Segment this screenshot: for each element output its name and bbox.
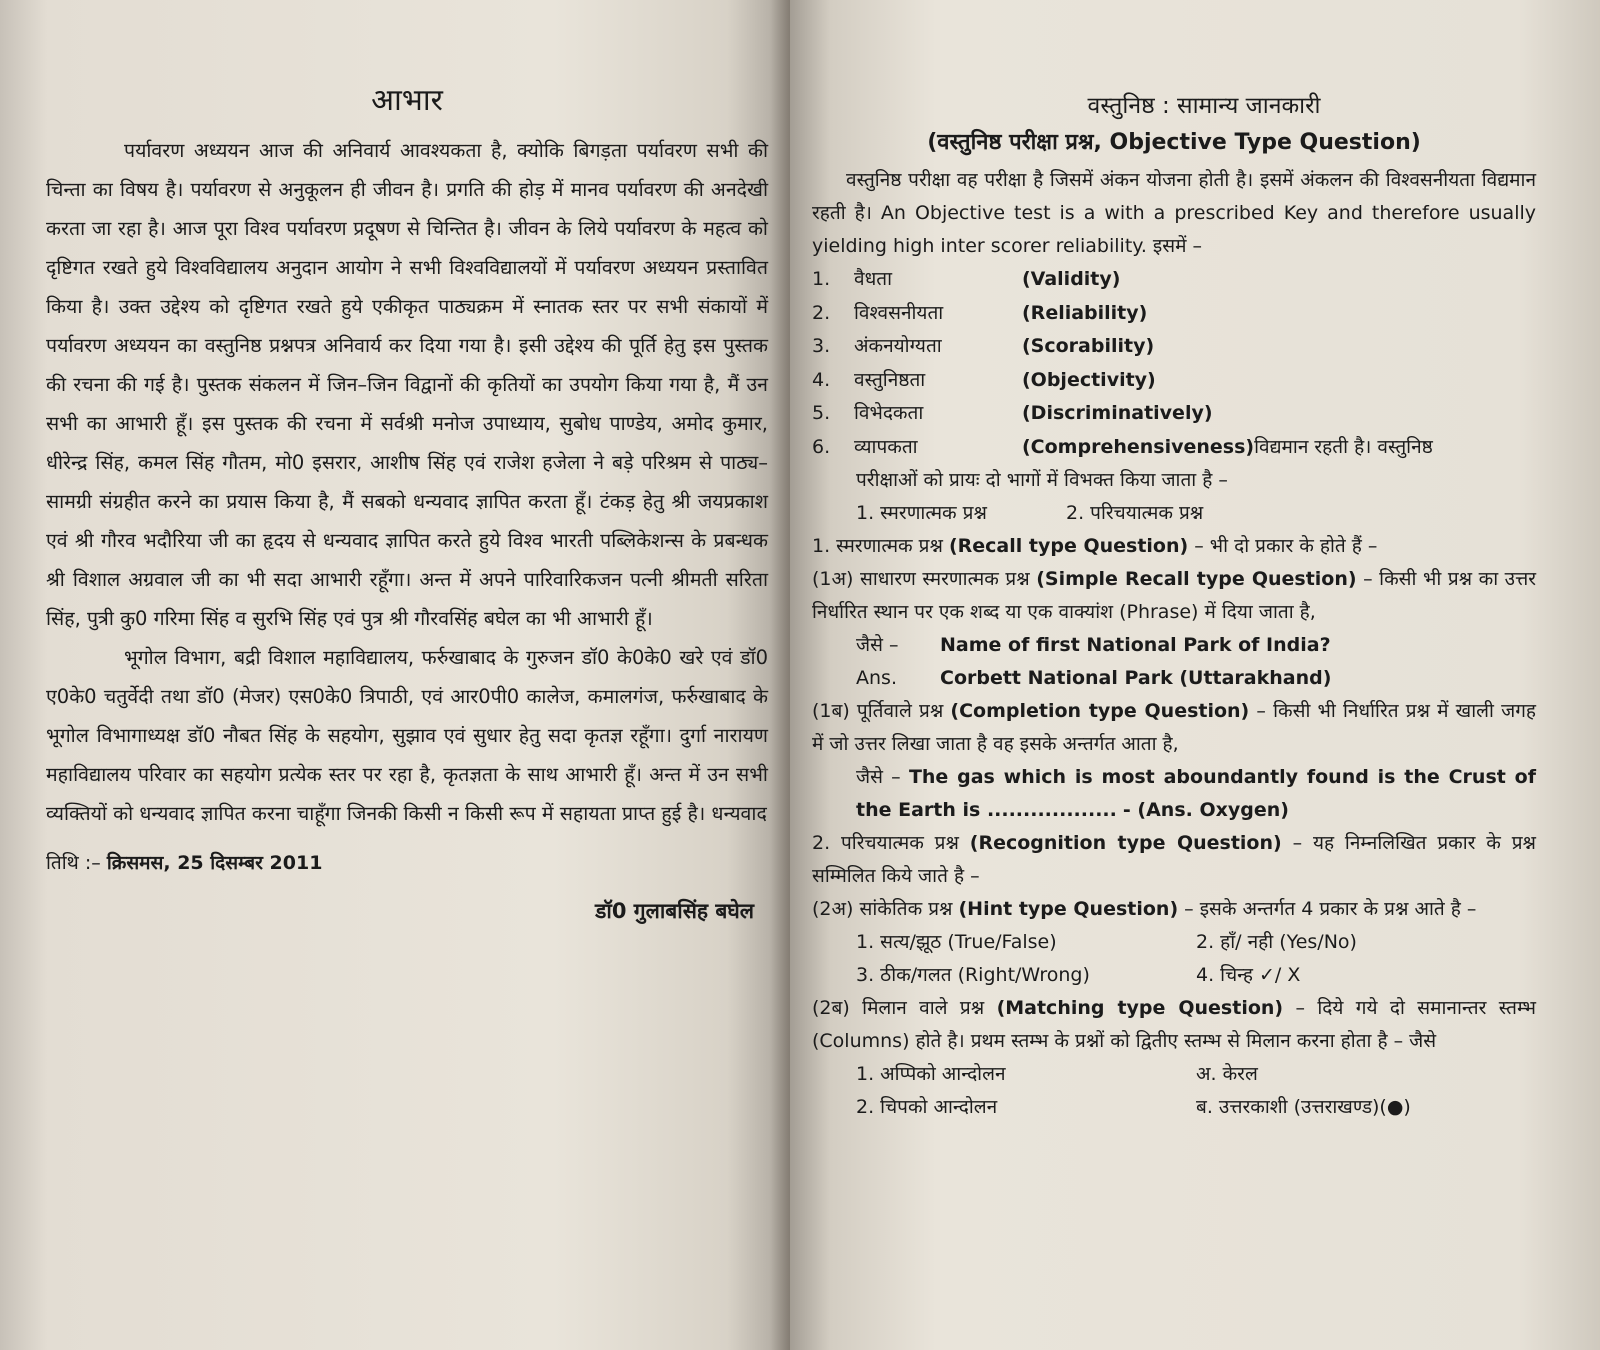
intro-paragraph: वस्तुनिष्ठ परीक्षा वह परीक्षा है जिसमें अंकन योजना होती है। इसमें अंकलन की विश्वसनीयता विद्यमान रहती है। An Objective test is a with a prescribed Key and therefore usually yielding high inter scorer reliability. इसमें – [812,169,1536,257]
match-row-1 [812,1058,1536,1091]
hint-options-2 [812,959,1536,992]
type-recall: 1. स्मरणात्मक प्रश्न [856,502,987,524]
simple-recall-text: (1अ) साधारण स्मरणात्मक प्रश्न (Simple Recall type Question) – किसी भी प्रश्न का उत्तर निर्धारित स्थान पर एक शब्द या एक वाक्यांश (Phrase) में दिया जाता है, [812,568,1536,623]
recall-heading: 1. स्मरणात्मक प्रश्न (Recall type Question) – भी दो प्रकार के होते हैं – [812,535,1378,557]
question-types [812,497,1536,530]
section-subtitle: (वस्तुनिष्ठ परीक्षा प्रश्न, Objective Type Question) [927,130,1421,155]
list-item: अ. केरल [1196,1063,1258,1085]
list-item: 4. चिन्ह ✓/ X [1196,964,1301,986]
example-1: जैसे – Name of first National Park of India? [856,634,1331,656]
answer-1: Ans. Corbett National Park (Uttarakhand) [856,667,1332,689]
list-item: 6. व्यापकता (Comprehensiveness) विद्यमान रहती है। वस्तुनिष्ठ [812,435,1433,458]
right-page [790,0,1600,1350]
left-page [0,0,790,1350]
date-label: तिथि :– [46,852,101,874]
hint-options [812,926,1536,959]
signature: डॉ0 गुलाबसिंह बघेल [595,899,754,923]
section-title: वस्तुनिष्ठ : सामान्य जानकारी [1087,93,1321,119]
acknowledgement-paragraph-1: पर्यावरण अध्ययन आज की अनिवार्य आवश्यकता है, क्योकि बिगड़ता पर्यावरण सभी की चिन्ता का विषय है। पर्यावरण से अनुकूलन ही जीवन है। प्रगति की होड़ में मानव पर्यावरण की अनदेखी करता जा रहा है। आज पूरा विश्व पर्यावरण प्रदूषण से चिन्तित है। जीवन के लिये पर्यावरण के महत्व को दृष्टिगत रखते हुये विश्वविद्यालय अनुदान आयोग ने सभी विश्वविद्यालयों में पर्यावरण अध्ययन प्रस्तावित किया है। उक्त उद्देश्य को दृष्टिगत रखते हुये एकीकृत पाठ्यक्रम में स्नातक स्तर पर सभी संकायों में पर्यावरण अध्ययन का वस्तुनिष्ठ प्रश्नपत्र अनिवार्य कर दिया गया है। इसी उद्देश्य की पूर्ति हेतु इस पुस्तक की रचना की गई है। पुस्तक संकलन में जिन–जिन विद्वानों की कृतियों का उपयोग किया गया है, मैं उन सभी का आभारी हूँ। इस पुस्तक की रचना में सर्वश्री मनोज उपाध्याय, सुबोध पाण्डेय, अमोद कुमार, धीरेन्द्र सिंह, कमल सिंह गौतम, मो0 इसरार, आशीष सिंह एवं राजेश हजेला ने बड़े परिश्रम से पाठ्य–सामग्री संग्रहीत करने का प्रयास किया है, मैं सबको धन्यवाद ज्ञापित करता हूँ। टंकड़ हेतु श्री जयप्रकाश एवं श्री गौरव भदौरिया जी का हृदय से धन्यवाद ज्ञापित करते हुये विश्व भारती पब्लिकेशन्स के प्रबन्धक श्री विशाल अग्रवाल जी का भी सदा आभारी रहूँगा। अन्त में अपने पारिवारिकजन पत्नी श्रीमती सरिता सिंह, पुत्री कु0 गरिमा सिंह व सुरभि सिंह एवं पुत्र श्री गौरवसिंह बघेल का भी आभारी हूँ। [46,139,768,630]
qualities-list [812,263,1536,464]
list-item: 3. अंकनयोग्यता (Scorability) [812,335,1155,357]
list-item: 3. ठीक/गलत (Right/Wrong) [856,964,1090,986]
hint-text: (2अ) सांकेतिक प्रश्न (Hint type Question) – इसके अन्तर्गत 4 प्रकार के प्रश्न आते है – [812,898,1477,920]
list-item: ब. उत्तरकाशी (उत्तराखण्ड)(●) [1196,1096,1411,1118]
match-row-2 [812,1091,1536,1124]
page-title: आभार [371,83,443,118]
example-2: जैसे – The gas which is most aboundantly found is the Crust of the Earth is .................. - (Ans. Oxygen) [856,766,1536,821]
acknowledgement-paragraph-2: भूगोल विभाग, बद्री विशाल महाविद्यालय, फर्रुखाबाद के गुरुजन डॉ0 के0के0 खरे एवं डॉ0 ए0के0 चतुर्वेदी तथा डॉ0 (मेजर) एस0के0 त्रिपाठी, एवं आर0पी0 कालेज, कमालगंज, फर्रुखाबाद के भूगोल विभागाध्यक्ष डॉ0 नौबत सिंह के सहयोग, सुझाव एवं सुधार हेतु सदा कृतज्ञ रहूँगा। दुर्गा नारायण महाविद्यालय परिवार का सहयोग प्रत्येक स्तर पर रहा है, कृतज्ञता के साथ आभारी हूँ। अन्त में उन सभी व्यक्तियों को धन्यवाद ज्ञापित करना चाहूँगा जिनकी किसी न किसी रूप में सहायता प्राप्त हुई है। धन्यवाद [46,646,768,825]
list-item: 5. विभेदकता (Discriminatively) [812,402,1213,424]
list-item: 1. सत्य/झूठ (True/False) [856,931,1057,953]
recognition-heading: 2. परिचयात्मक प्रश्न (Recognition type Question) – यह निम्नलिखित प्रकार के प्रश्न सम्मिलित किये जाते है – [812,832,1536,887]
list-item: 2. चिपको आन्दोलन [856,1096,998,1118]
completion-text: (1ब) पूर्तिवाले प्रश्न (Completion type Question) – किसी भी निर्धारित प्रश्न में खाली जगह में जो उत्तर लिखा जाता है वह इसके अन्तर्गत आता है, [812,700,1536,755]
list-item: 1. वैधता (Validity) [812,268,1121,290]
list-item: 2. विश्वसनीयता (Reliability) [812,301,1148,324]
list-item: 4. वस्तुनिष्ठता (Objectivity) [812,368,1156,391]
matching-text: (2ब) मिलान वाले प्रश्न (Matching type Question) – दिये गये दो समानान्तर स्तम्भ (Columns) होते है। प्रथम स्तम्भ के प्रश्नों को द्वितीए स्तम्भ से मिलान करना होता है – जैसे [812,997,1537,1052]
type-recognition: 2. परिचयात्मक प्रश्न [1066,502,1204,524]
list-item: 1. अप्पिको आन्दोलन [856,1063,1006,1085]
list-item: 2. हाँ/ नही (Yes/No) [1196,931,1357,953]
date-value: क्रिसमस, 25 दिसम्बर 2011 [106,852,323,874]
division-text: परीक्षाओं को प्रायः दो भागों में विभक्त किया जाता है – [856,469,1228,491]
date-line [46,849,768,875]
